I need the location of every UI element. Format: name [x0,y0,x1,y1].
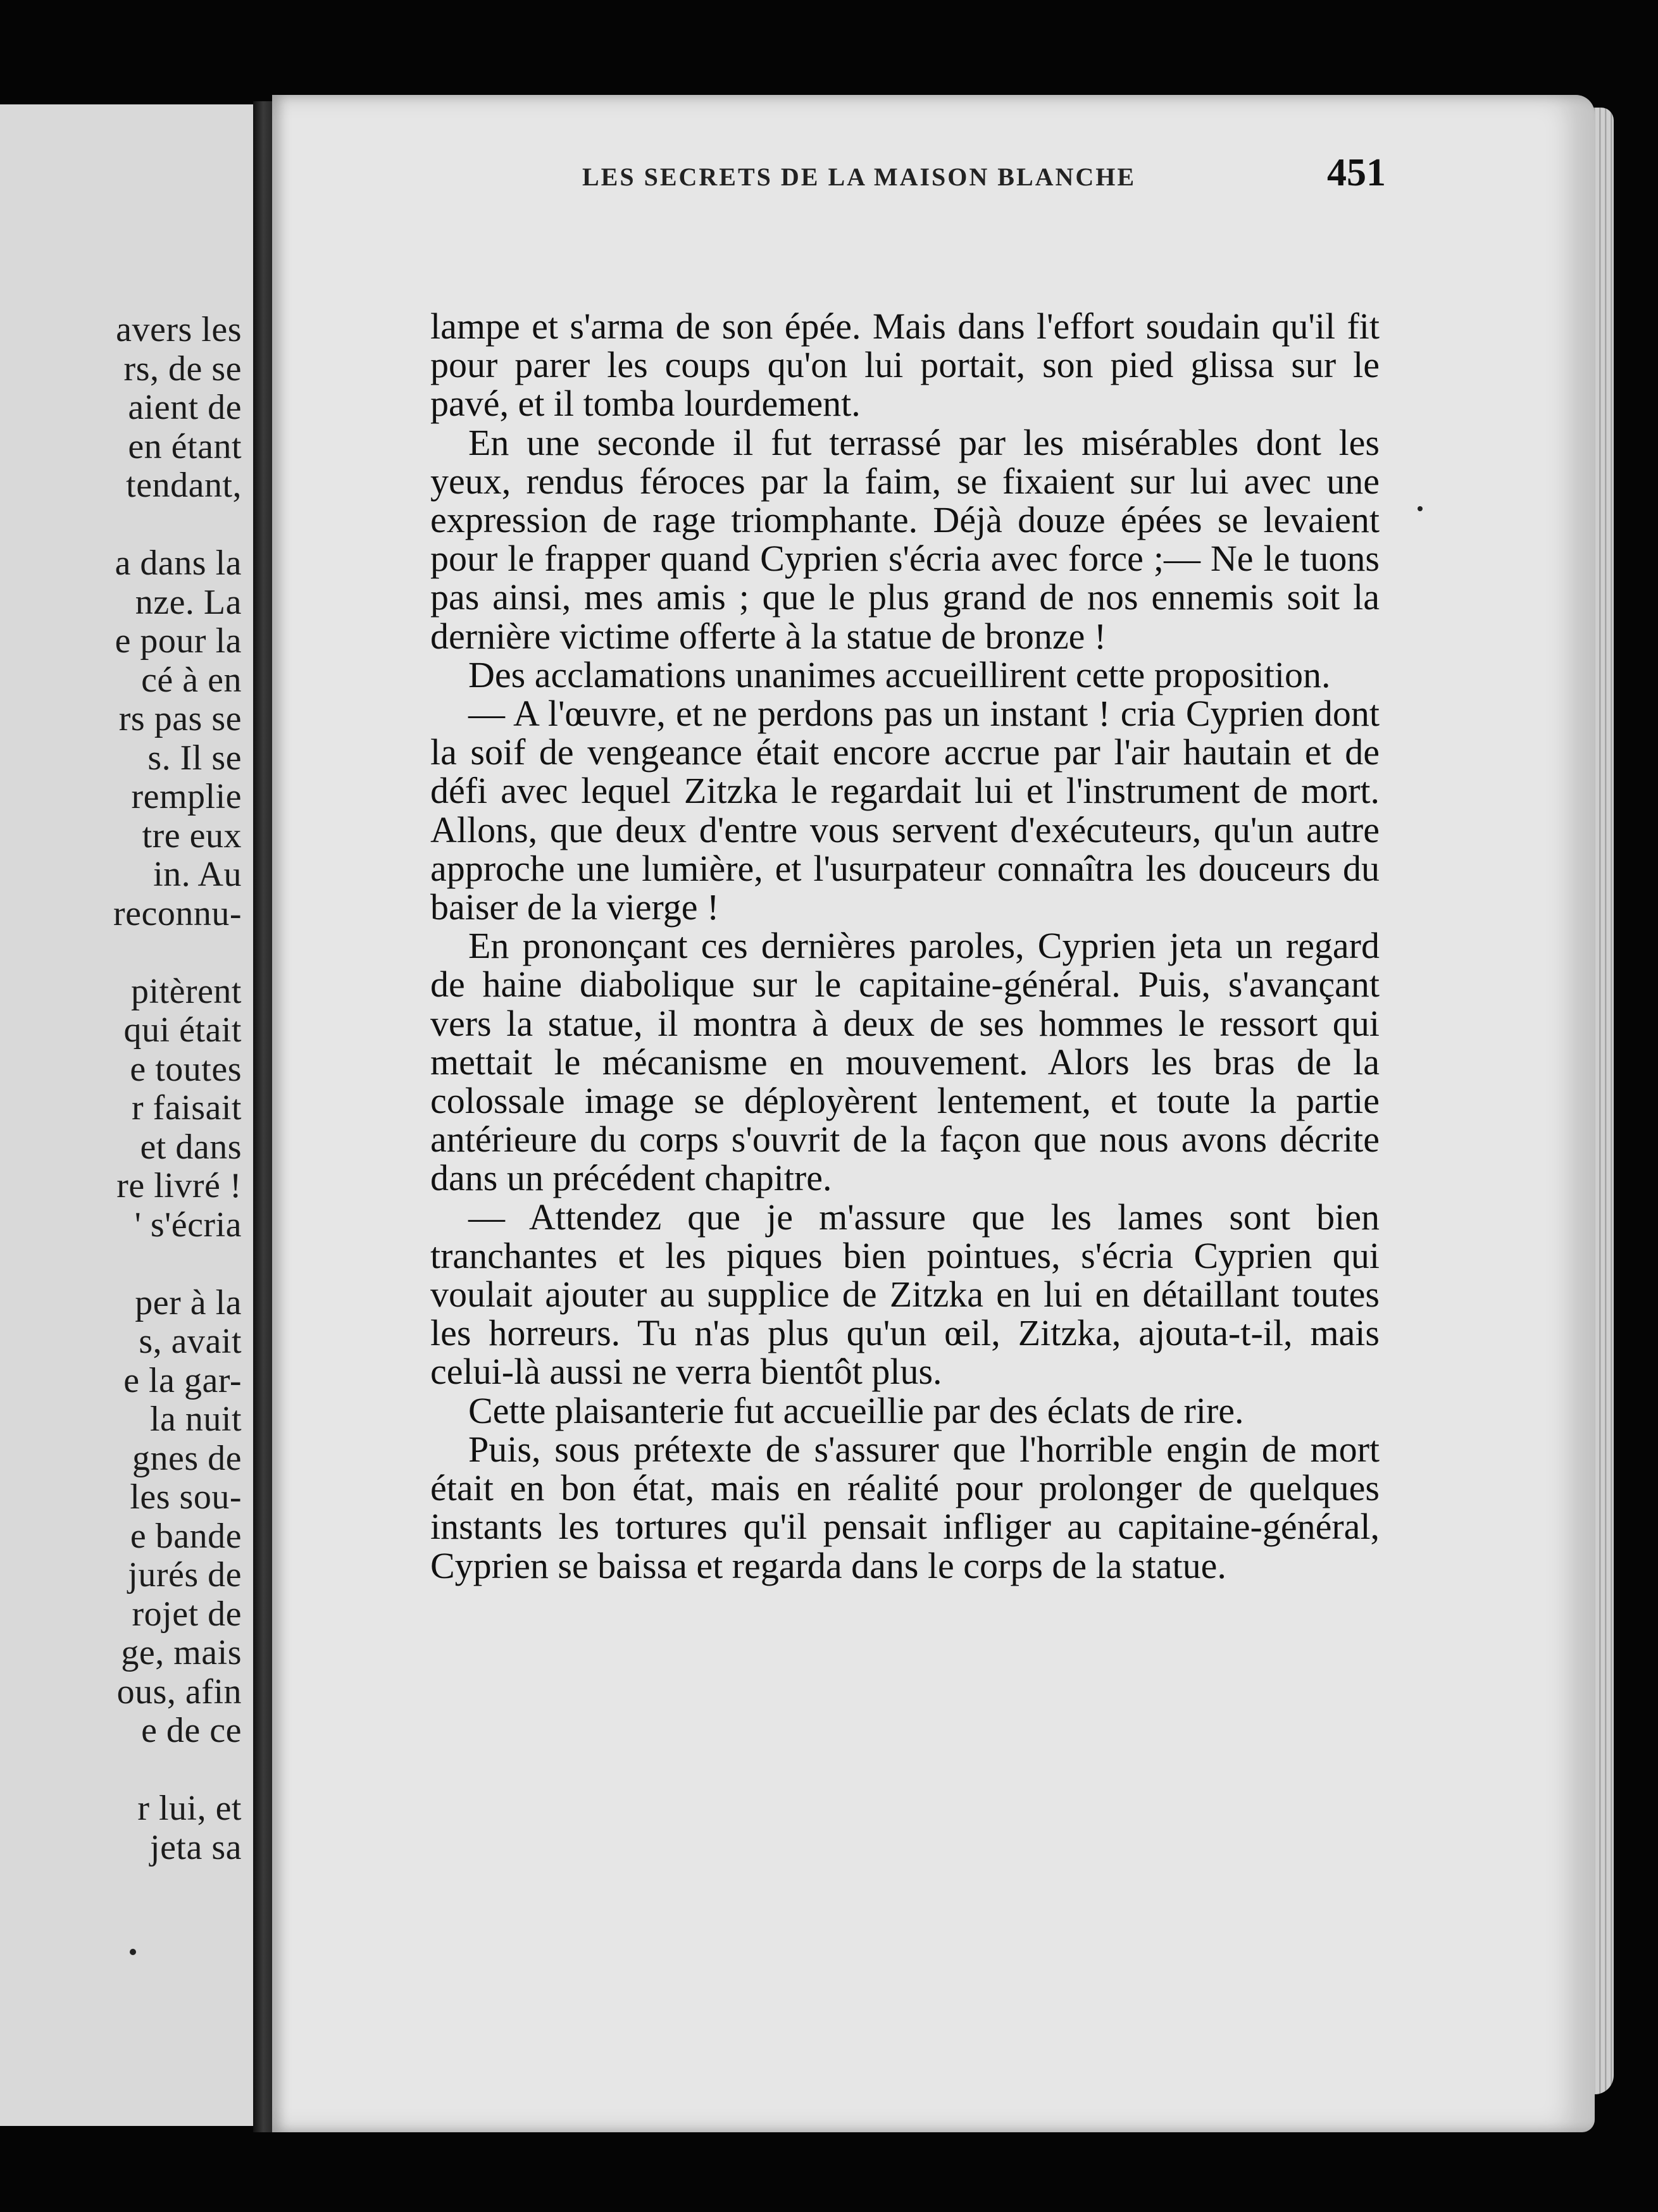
left-page-line: s. Il se [147,738,242,778]
left-page-line: nze. La [135,582,242,622]
body-text [430,307,1380,1585]
left-page-line: et dans [140,1127,242,1167]
left-page-line: tre eux [142,816,242,855]
left-page-line: jeta sa [150,1827,242,1867]
left-page-line: s, avait [139,1322,242,1361]
left-page-line: jurés de [128,1555,242,1594]
paragraph: En prononçant ces dernières paroles, Cyprien jeta un regard de haine diabolique sur le capitaine-général. Puis, s'avançant vers la statue, il montra à deux de ses hommes le ressort qui mettait le mécanisme en mouvement. Alors les bras de la colossale image se déployèrent lentement, et toute la partie antérieure du corps s'ouvrit de la façon que nous avons décrite dans un précédent chapitre. [430,925,1380,1199]
left-page-line: rojet de [132,1594,242,1634]
left-page-line: r faisait [132,1088,242,1128]
left-page-line: rs pas se [118,699,242,738]
left-page-line: rs, de se [123,349,242,388]
left-page-line: en étant [128,426,242,466]
paragraph: Puis, sous prétexte de s'assurer que l'horrible engin de mort était en bon état, mais en réalité pour prolonger de quelques instants les tortures qu'il pensait infliger au capitaine-général, Cyprien se baissa et regarda dans le corps de la statue. [430,1428,1380,1586]
left-page-line: e de ce [141,1711,242,1750]
left-page-line: remplie [131,777,242,816]
left-page-line: cé à en [141,660,242,700]
left-page-line: aient de [128,388,242,427]
page-header [323,151,1386,196]
left-page-line: reconnu- [113,893,242,933]
left-page-line: gnes de [132,1438,242,1478]
left-page-line: re livré ! [116,1166,242,1205]
left-page-line: qui était [123,1010,242,1050]
left-page-line: e toutes [130,1049,242,1089]
ink-speck [130,1949,136,1955]
paragraph: lampe et s'arma de son épée. Mais dans l'effort soudain qu'il fit pour parer les coups qu'on lui portait, son pied glissa sur le pavé, et il tomba lourdement. [430,306,1380,425]
left-page-line: avers les [116,310,242,349]
left-page-line: tendant, [126,466,242,505]
left-page-line: ous, afin [116,1672,242,1712]
paragraph: — A l'œuvre, et ne perdons pas un instant ! cria Cyprien dont la soif de vengeance était encore accrue par l'air hautain et de défi avec lequel Zitzka le regardait lui et l'instrument de mort. Allons, que deux d'entre vous servent d'exécuteurs, qu'un autre approche une lumière, et l'usurpateur connaîtra les douceurs du baiser de la vierge ! [430,693,1380,928]
paragraph: En une seconde il fut terrassé par les misérables dont les yeux, rendus féroces par la faim, se fixaient sur lui avec une expression de rage triomphante. Déjà douze épées se levaient pour le frapper quand Cyprien s'écria avec force ;— Ne le tuons pas ainsi, mes amis ; que le plus grand de nos ennemis soit la dernière victime offerte à la statue de bronze ! [430,421,1380,657]
ink-speck [1418,506,1423,511]
left-page-line: e bande [130,1516,242,1556]
running-title: LES SECRETS DE LA MAISON BLANCHE [582,163,1137,191]
paragraph: Cette plaisanterie fut accueillie par des éclats de rire. [468,1389,1244,1431]
left-page [0,104,265,2126]
left-page-line: ge, mais [121,1633,242,1672]
left-page-line: e la gar- [123,1360,242,1400]
left-page-line: in. Au [153,855,242,894]
left-page-line: r lui, et [137,1789,242,1828]
left-page-line: les sou- [130,1477,242,1517]
paragraph: — Attendez que je m'assure que les lames sont bien tranchantes et les piques bien pointues, s'écria Cyprien qui voulait ajouter au supplice de Zitzka en lui en détaillant toutes les horreurs. Tu n'as plus qu'un œil, Zitzka, ajouta-t-il, mais celui-là aussi ne verra bientôt plus. [430,1196,1380,1393]
left-page-line: pitèrent [130,971,242,1011]
left-page-line: la nuit [149,1400,242,1439]
paragraph: Des acclamations unanimes accueillirent cette proposition. [468,654,1331,695]
left-page-line: ' s'écria [134,1205,242,1245]
left-page-line: a dans la [115,544,242,583]
left-page-line: e pour la [115,621,242,661]
left-page-line: per à la [135,1283,242,1322]
page-number: 451 [1327,151,1386,194]
